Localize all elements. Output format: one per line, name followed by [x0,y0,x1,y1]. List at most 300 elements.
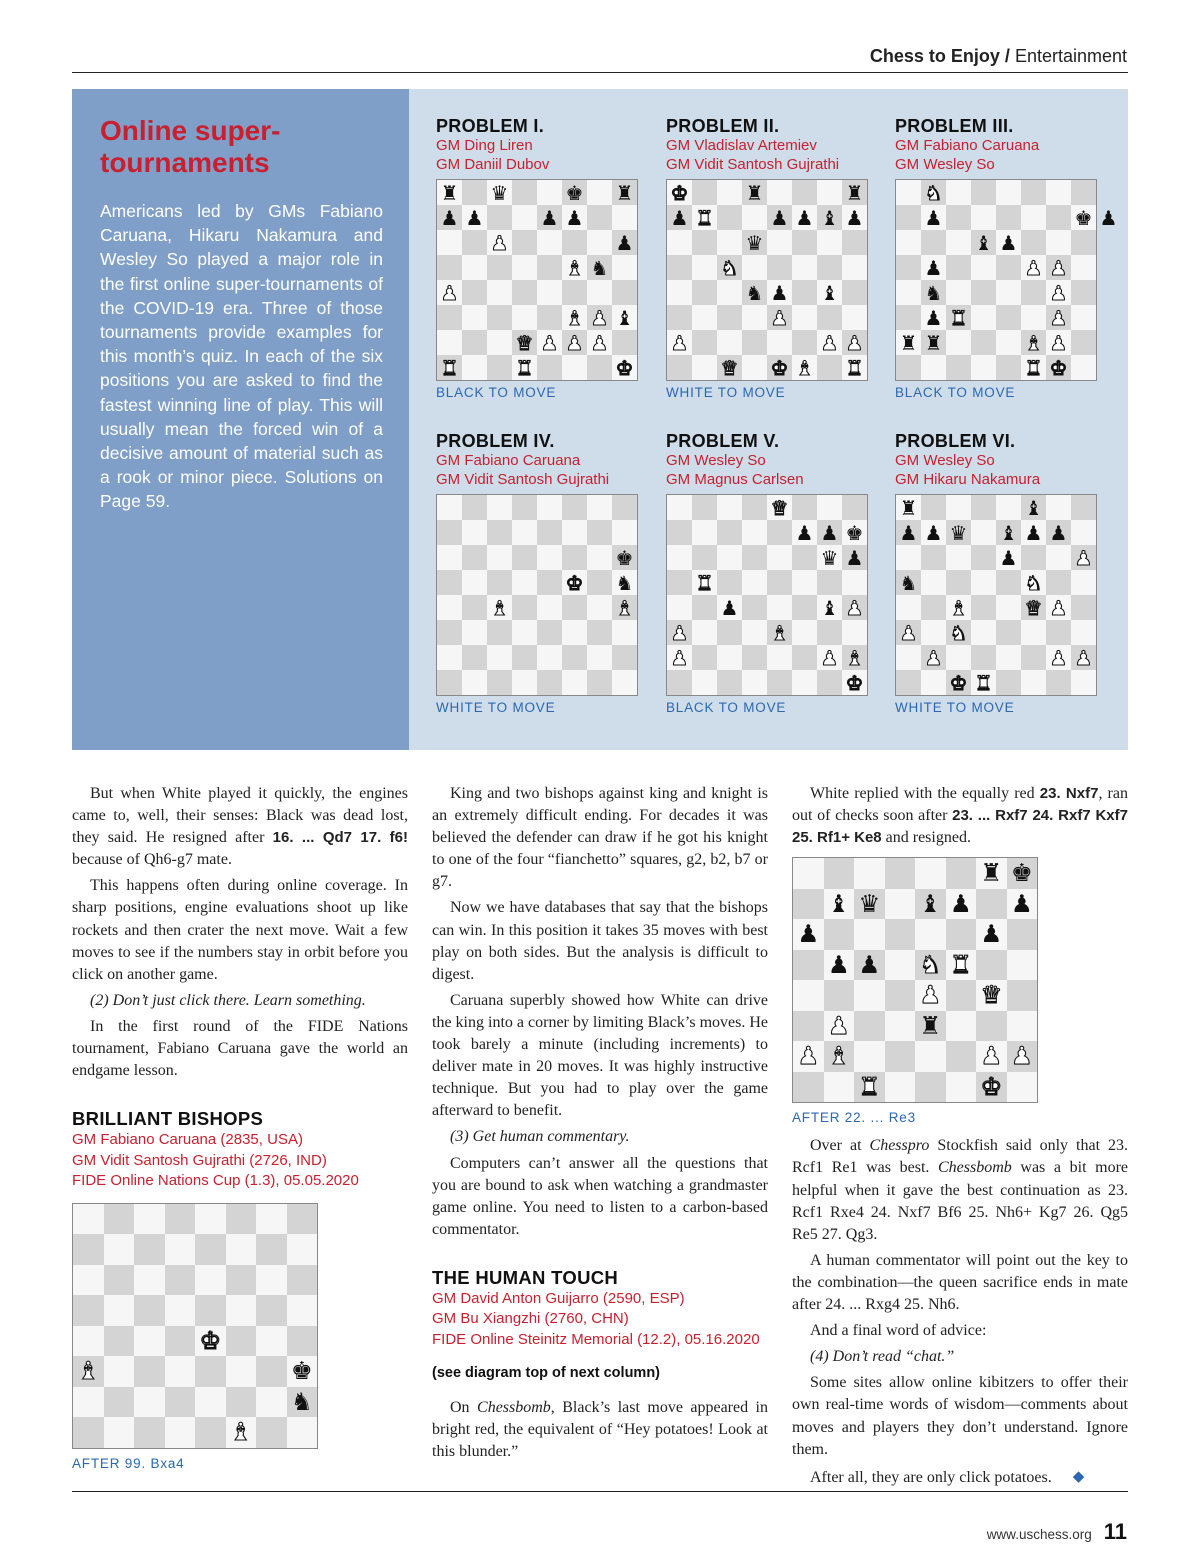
white-pawn-icon: ♟ [845,595,864,620]
board-square [587,205,612,230]
board-square [462,670,487,695]
board-square [134,1234,165,1265]
white-king-icon: ♚ [1049,355,1068,380]
board-square [971,620,996,645]
board-square [226,1295,257,1326]
paragraph: White replied with the equally red 23. Nxf7, ran out of checks soon after 23. ... Rxf7 24. Rxf7 Kxf7 25. Rf1+ Ke8 and resigned. [792,785,1128,847]
board-square [537,620,562,645]
board-square [562,495,587,520]
board-square [462,180,487,205]
white-bishop-icon: ♝ [827,1041,850,1071]
board-square [1021,305,1046,330]
board-square [134,1265,165,1296]
board-square [971,305,996,330]
board-square [512,570,537,595]
board-square [692,670,717,695]
board-square [824,919,855,950]
board-square [562,670,587,695]
board-square [976,950,1007,981]
board-square [537,180,562,205]
white-pawn-icon: ♟ [670,645,689,670]
running-header [870,46,1127,67]
white-rook-icon: ♜ [695,205,714,230]
board-square [817,670,842,695]
paragraph: In the first round of the FIDE Nations tournament, Fabiano Caruana gave the world an endgame lesson. [72,1017,408,1080]
black-pawn-icon: ♟ [797,919,820,949]
board-square [792,330,817,355]
board-square [767,570,792,595]
white-king-icon: ♚ [615,355,634,380]
board-square [792,620,817,645]
board-square [73,1265,104,1296]
board-square [1046,620,1071,645]
board-square [562,230,587,255]
board-square [562,545,587,570]
black-queen-icon: ♛ [490,180,509,205]
board-square [487,495,512,520]
board-square [946,1011,977,1042]
white-pawn-icon: ♟ [770,305,789,330]
board-square [73,1326,104,1357]
board-square [195,1204,226,1235]
board-square [195,1234,226,1265]
board-square [854,858,885,889]
board-square [742,330,767,355]
board-square [692,330,717,355]
black-king-icon: ♚ [845,520,864,545]
board-square [226,1265,257,1296]
white-bishop-icon: ♝ [795,355,814,380]
board-square [793,858,824,889]
board-square [512,620,537,645]
chess-board [895,494,1097,696]
board-square [854,980,885,1011]
board-square [885,889,916,920]
board-square [512,645,537,670]
article-column-1 [72,783,408,1475]
board-square [462,330,487,355]
black-pawn-icon: ♟ [845,205,864,230]
board-square [976,1011,1007,1042]
board-square [512,205,537,230]
board-square [1007,980,1038,1011]
board-square [971,280,996,305]
problem-title: PROBLEM III. [895,116,1014,136]
board-square [612,495,637,520]
black-knight-icon: ♞ [745,280,764,305]
board-square [717,205,742,230]
paragraph: On Chessbomb, Black’s last move appeared in bright red, the equivalent of “Hey potatoes! Look at this blunder.” [432,1398,768,1460]
black-bishop-icon: ♝ [827,888,850,918]
board-square [692,595,717,620]
board-square [896,645,921,670]
white-pawn-icon: ♟ [440,280,459,305]
board-square [437,570,462,595]
black-rook-icon: ♜ [440,180,459,205]
board-square [767,255,792,280]
game-event: FIDE Online Steinitz Memorial (12.2), 05.16.2020 [432,1330,760,1348]
board-square [921,495,946,520]
white-king-icon: ♚ [980,1071,1003,1101]
board-square [854,919,885,950]
white-pawn-icon: ♟ [590,305,609,330]
black-rook-icon: ♜ [924,330,943,355]
board-square [462,545,487,570]
board-square [717,280,742,305]
white-knight-icon: ♞ [720,255,739,280]
board-square [667,520,692,545]
tip-heading: (4) Don’t read “chat.” [810,1348,955,1366]
board-square [512,545,537,570]
board-square [1021,280,1046,305]
game-white: GM Fabiano Caruana (2835, USA) [72,1131,303,1149]
board-square [562,355,587,380]
board-square [915,919,946,950]
white-queen-icon: ♛ [1024,595,1043,620]
board-square [792,645,817,670]
board-square [885,1011,916,1042]
board-square [896,280,921,305]
board-square [587,570,612,595]
white-pawn-icon: ♟ [590,330,609,355]
black-pawn-icon: ♟ [858,949,881,979]
problem-6 [895,431,1100,715]
black-king-icon: ♚ [1074,205,1093,230]
board-square [195,1356,226,1387]
board-square [462,495,487,520]
board-square [792,545,817,570]
board-square [256,1204,287,1235]
white-bishop-icon: ♝ [845,645,864,670]
board-square [742,520,767,545]
board-square [717,545,742,570]
board-square [742,670,767,695]
board-square [742,205,767,230]
player-black: GM Daniil Dubov [436,156,550,173]
board-square [793,980,824,1011]
board-square [1021,620,1046,645]
board-square [896,230,921,255]
board-square [792,670,817,695]
chess-board [436,179,638,381]
white-pawn-icon: ♟ [899,620,918,645]
board-square [165,1234,196,1265]
black-king-icon: ♚ [1010,858,1033,888]
board-square [537,495,562,520]
board-square [971,355,996,380]
board-square [226,1356,257,1387]
footer-rule [72,1491,1128,1492]
black-pawn-icon: ♟ [540,205,559,230]
board-square [587,520,612,545]
board-square [971,330,996,355]
board-square [165,1326,196,1357]
board-square [562,620,587,645]
white-pawn-icon: ♟ [797,1041,820,1071]
board-square [742,305,767,330]
white-bishop-icon: ♝ [77,1356,100,1386]
board-square [885,980,916,1011]
white-queen-icon: ♛ [720,355,739,380]
board-square [487,570,512,595]
board-square [537,280,562,305]
board-square [287,1295,318,1326]
board-square [587,230,612,255]
board-square [256,1326,287,1357]
white-pawn-icon: ♟ [845,330,864,355]
black-bishop-icon: ♝ [999,520,1018,545]
board-square [73,1204,104,1235]
board-square [946,495,971,520]
board-square [537,255,562,280]
magazine-section: Chess to Enjoy [869,46,1000,66]
board-square [767,595,792,620]
paragraph: Some sites allow online kibitzers to offer their own real-time words of wisdom—comments about moves and players they don’t understand. Ignore them. [792,1374,1128,1458]
black-rook-icon: ♜ [980,858,1003,888]
board-square [793,1072,824,1103]
board-square [767,545,792,570]
board-square [537,520,562,545]
board-square [854,1041,885,1072]
board-square [537,595,562,620]
tip-heading: (2) Don’t just click there. Learn something. [90,991,366,1009]
white-pawn-icon: ♟ [820,330,839,355]
black-pawn-icon: ♟ [795,520,814,545]
black-pawn-icon: ♟ [615,230,634,255]
board-square [842,230,867,255]
board-square [487,280,512,305]
board-square [462,620,487,645]
board-square [971,645,996,670]
board-square [824,858,855,889]
white-pawn-icon: ♟ [924,645,943,670]
board-square [462,520,487,545]
board-square [1007,1011,1038,1042]
board-square [667,230,692,255]
board-square [256,1356,287,1387]
board-square [915,1072,946,1103]
board-square [717,180,742,205]
board-square [537,570,562,595]
board-square [195,1387,226,1418]
white-pawn-icon: ♟ [820,645,839,670]
board-square [667,670,692,695]
board-square [921,355,946,380]
board-square [742,645,767,670]
black-rook-icon: ♜ [899,330,918,355]
board-square [104,1417,135,1448]
board-square [971,595,996,620]
board-square [226,1326,257,1357]
board-square [487,545,512,570]
chess-board [792,857,1038,1103]
board-square [437,305,462,330]
board-square [792,305,817,330]
board-square [165,1417,196,1448]
black-pawn-icon: ♟ [1024,520,1043,545]
board-square [1046,670,1071,695]
white-king-icon: ♚ [845,670,864,695]
white-bishop-icon: ♝ [565,305,584,330]
board-square [885,1041,916,1072]
black-pawn-icon: ♟ [1049,520,1068,545]
board-square [73,1234,104,1265]
black-pawn-icon: ♟ [924,255,943,280]
board-square [885,919,916,950]
board-square [512,280,537,305]
board-square [742,255,767,280]
board-square [587,180,612,205]
board-square [195,1265,226,1296]
board-square [792,570,817,595]
board-square [971,205,996,230]
board-square [562,595,587,620]
board-square [717,670,742,695]
black-knight-icon: ♞ [290,1386,313,1416]
paragraph: But when White played it quickly, the engines came to, well, their senses: Black was dead lost, they said. He resigned after 16. ... Qd7 17. f6! because of Qh6-g7 mate. [72,785,408,869]
board-square [971,180,996,205]
player-white: GM Ding Liren [436,137,533,154]
board-square [1071,305,1096,330]
player-black: GM Vidit Santosh Gujrathi [436,471,610,488]
board-square [854,1011,885,1042]
black-bishop-icon: ♝ [919,888,942,918]
board-square [946,180,971,205]
quiz-panel [72,89,1128,750]
player-white: GM Fabiano Caruana [436,452,581,469]
board-square [256,1387,287,1418]
board-square [946,645,971,670]
board-square [195,1417,226,1448]
section-name: Entertainment [1014,46,1127,66]
white-queen-icon: ♛ [515,330,534,355]
board-square [256,1265,287,1296]
board-square [462,570,487,595]
chess-board [895,179,1118,381]
board-square [512,180,537,205]
board-square [1071,570,1096,595]
board-square [104,1234,135,1265]
problem-title: PROBLEM IV. [436,431,555,451]
board-square [921,670,946,695]
board-square [487,255,512,280]
board-square [767,645,792,670]
game-black: GM Vidit Santosh Gujrathi (2726, IND) [72,1151,327,1169]
board-square [996,205,1021,230]
board-square [742,545,767,570]
board-square [667,595,692,620]
board-square [793,889,824,920]
black-bishop-icon: ♝ [820,280,839,305]
board-square [256,1234,287,1265]
board-square [487,620,512,645]
board-square [226,1387,257,1418]
board-square [287,1417,318,1448]
side-to-move: BLACK TO MOVE [666,700,787,715]
board-square [692,520,717,545]
board-square [134,1204,165,1235]
white-knight-icon: ♞ [924,180,943,205]
board-square [817,230,842,255]
board-square [742,595,767,620]
black-pawn-icon: ♟ [980,919,1003,949]
white-rook-icon: ♜ [858,1071,881,1101]
board-square [612,670,637,695]
board-square [437,595,462,620]
board-square [165,1265,196,1296]
board-square [921,595,946,620]
board-square [842,305,867,330]
board-square [921,230,946,255]
white-pawn-icon: ♟ [1074,545,1093,570]
board-square [287,1265,318,1296]
board-square [996,670,1021,695]
board-square [256,1417,287,1448]
chess-board [436,494,638,696]
white-pawn-icon: ♟ [1049,305,1068,330]
white-rook-icon: ♜ [949,949,972,979]
board-square [996,180,1021,205]
board-square [667,495,692,520]
board-square [612,645,637,670]
board-square [793,950,824,981]
black-pawn-icon: ♟ [820,520,839,545]
quiz-title: Online super-tournaments [100,115,281,178]
white-rook-icon: ♜ [974,670,993,695]
white-knight-icon: ♞ [949,620,968,645]
board-square [792,495,817,520]
problem-title: PROBLEM VI. [895,431,1016,451]
board-square [612,205,637,230]
board-square [996,570,1021,595]
problem-title: PROBLEM II. [666,116,780,136]
section-heading: THE HUMAN TOUCH [432,1266,619,1288]
black-pawn-icon: ♟ [670,205,689,230]
board-square [165,1204,196,1235]
black-bishop-icon: ♝ [1024,495,1043,520]
board-square [287,1326,318,1357]
board-square [896,255,921,280]
board-square [1021,180,1046,205]
board-square [667,305,692,330]
white-pawn-icon: ♟ [827,1010,850,1040]
board-square [462,230,487,255]
board-square [587,355,612,380]
board-square [996,620,1021,645]
board-square [946,545,971,570]
board-square [896,180,921,205]
board-square [792,595,817,620]
board-square [1007,1072,1038,1103]
board-square [842,280,867,305]
problem-title: PROBLEM V. [666,431,780,451]
board-square [134,1387,165,1418]
board-square [1071,280,1096,305]
black-pawn-icon: ♟ [827,949,850,979]
paragraph: After all, they are only click potatoes. ◆ [810,1466,1085,1486]
page-number: 11 [1103,1519,1127,1544]
white-king-icon: ♚ [565,570,584,595]
board-square [1071,520,1096,545]
board-square [104,1356,135,1387]
white-pawn-icon: ♟ [490,230,509,255]
white-pawn-icon: ♟ [1049,330,1068,355]
board-square [512,495,537,520]
player-white: GM Fabiano Caruana [895,137,1040,154]
paragraph: Caruana superbly showed how White can drive the king into a corner by limiting Black’s moves. He took barely a minute (including increments) to deliver mate in 20 moves. It was highly instructive technique. But you had to play over the game afterward to benefit. [432,991,768,1120]
board-square [165,1387,196,1418]
board-square [667,355,692,380]
